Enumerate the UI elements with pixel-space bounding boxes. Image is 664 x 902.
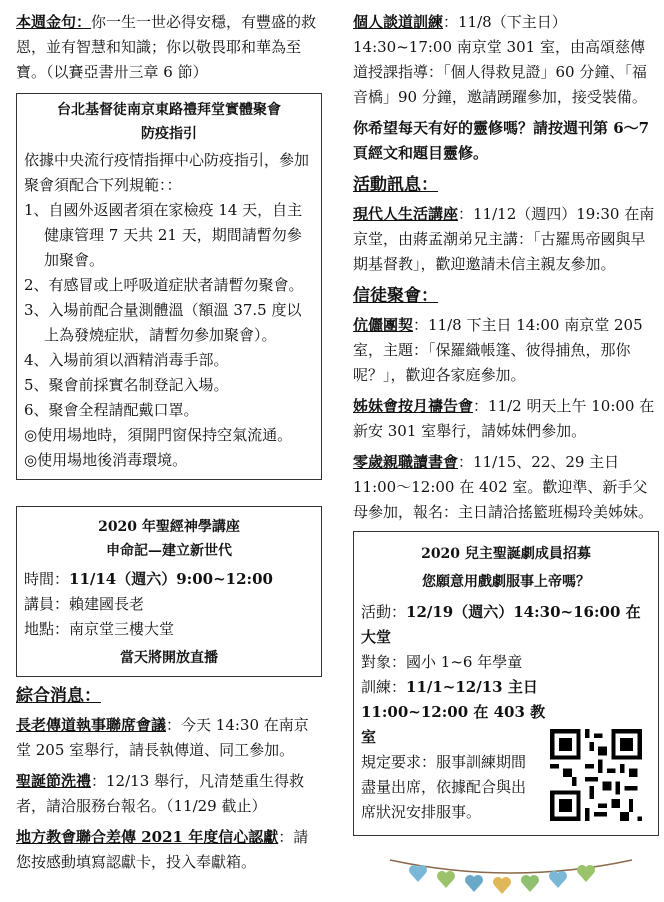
drama-line-label: 活動： [361, 603, 407, 621]
heart-icon [493, 877, 511, 894]
lecture-live-note: 當天將開放直播 [120, 650, 218, 666]
heart-icon [549, 871, 567, 888]
drama-line-text: 11/1~12/13 主日 11:00~12:00 在 403 教室 [361, 678, 546, 746]
place-label: 地點： [24, 620, 70, 638]
lecture-subtitle: 申命記—建立新世代 [106, 543, 232, 559]
prevention-intro: 依據中央流行疫情指揮中心防疫指引，參加聚會須配合下列規範：： [24, 151, 310, 194]
news-item [16, 769, 322, 819]
verse-text: 你一生一世必得安穩，有豐盛的救恩，並有智慧和知識；你以敬畏耶和華為至寶。（以賽亞書卅三章 6 節） [16, 13, 317, 81]
general-news-heading: 綜合消息： [16, 686, 101, 706]
fellowship-text: ：11/2 明天上午 10:00 在新安 301 室舉行，請姊妹們參加。 [353, 397, 655, 440]
drama-line-label: 規定要求： [361, 753, 437, 771]
fellowship-item [353, 313, 659, 388]
drama-line-label: 對象： [361, 653, 407, 671]
news-item [16, 713, 322, 763]
fellowship-title: 零歲親職讀書會 [353, 453, 459, 471]
drama-line [361, 675, 546, 750]
rule-item: 2、有感冒或上呼吸道症狀者請暫勿聚會。 [24, 276, 304, 294]
evangelism-title: 個人談道訓練 [353, 13, 444, 31]
speaker-label: 講員： [24, 595, 70, 613]
heart-icon [437, 871, 455, 888]
rule-item: 4、入場前須以酒精消毒手部。 [24, 351, 229, 369]
qr-code-icon[interactable] [550, 729, 642, 821]
heart-icon [465, 875, 483, 892]
fellowship-item [353, 394, 659, 444]
news-item-text: ：請您按感動填寫認獻卡，投入奉獻箱。 [16, 828, 309, 871]
fellowship-item [353, 450, 659, 525]
drama-subtitle: 您願意用戲劇服事上帝嗎？ [422, 574, 590, 590]
drama-line-label: 訓練： [361, 678, 407, 696]
fellowship-text: ：11/8 下主日 14:00 南京堂 205 室，主題：「保羅織帳篷、彼得捕魚，那你呢？」，歡迎各家庭參加。 [353, 316, 643, 384]
prevention-title-line2: 防疫指引 [141, 126, 197, 142]
fellowship-text: ：11/15、22、29 主日 11:00～12:00 在 402 室。歡迎準、新手父母參加，報名：主日請洽搖籃班楊玲美姊妹。 [353, 453, 654, 521]
rule-item: 3、入場前配合量測體溫（額溫 37.5 度以上為發燒症狀，請暫勿參加聚會）。 [24, 301, 302, 344]
devotion-note: 你希望每天有好的靈修嗎？請按週刊第 6～7 頁經文和題目靈修。 [353, 119, 650, 162]
heart-icon [409, 865, 427, 882]
speaker-value: 賴建國長老 [69, 595, 145, 613]
evangelism-training [353, 10, 659, 110]
rule-item: 5、聚會前採實名制登記入場。 [24, 376, 229, 394]
left-column [16, 10, 322, 881]
news-item [16, 825, 322, 875]
drama-title: 2020 兒主聖誕劇成員招募 [421, 546, 591, 562]
drama-line [361, 750, 531, 825]
news-item-title: 聖誕節洗禮 [16, 772, 92, 790]
prevention-title-line1: 台北基督徒南京東路禮拜堂實體聚會 [57, 102, 281, 118]
evangelism-text: ：11/8（下主日）14:30~17:00 南京堂 301 室，由高頌慈傳道授課指導：「個人得救見證」60 分鐘、「福音橋」90 分鐘，邀請踴躍參加，接受裝備。 [353, 13, 647, 106]
rule-item: ◎使用場地後消毒環境。 [24, 451, 188, 469]
news-item-title: 地方教會聯合差傳 2021 年度信心認獻 [16, 828, 279, 846]
lecture-place [24, 617, 314, 642]
drama-line-text: 服事訓練期間盡量出席，依據配合與出席狀況安排服事。 [361, 753, 527, 821]
heart-icon [577, 865, 595, 882]
news-item-text: ：今天 14:30 在南京堂 205 室舉行，請長執傳道、同工參加。 [16, 716, 309, 759]
rule-item: 6、聚會全程請配戴口罩。 [24, 401, 199, 419]
lecture-box [16, 506, 322, 677]
drama-line [361, 600, 651, 650]
prevention-rules [24, 198, 314, 473]
lecture-title: 2020 年聖經神學講座 [98, 519, 240, 535]
fellowship-title: 伉儷團契 [353, 316, 414, 334]
weekly-verse [16, 10, 322, 85]
modern-life-text: ：11/12（週四）19:30 在南京堂，由蔣孟潮弟兄主講：「古羅馬帝國與早期基督教」，歡迎邀請未信主親友參加。 [353, 205, 655, 273]
lecture-speaker [24, 592, 314, 617]
activities-heading: 活動訊息： [353, 175, 438, 195]
time-label: 時間： [24, 570, 70, 588]
fellowship-title: 姊妹會按月禱告會 [353, 397, 474, 415]
drama-line-text: 國小 1~6 年學童 [406, 653, 523, 671]
drama-recruit-box [353, 531, 659, 836]
heart-garland-decoration [386, 852, 636, 896]
prevention-guideline-box [16, 93, 322, 480]
rule-item: 1、自國外返國者須在家檢疫 14 天，自主健康管理 7 天共 21 天，期間請暫勿參加聚會。 [24, 201, 303, 269]
news-item-text: ：12/13 舉行，凡清楚重生得救者，請洽服務台報名。（11/29 截止） [16, 772, 305, 815]
right-column [353, 10, 659, 836]
time-value: 11/14（週六）9:00~12:00 [69, 570, 273, 588]
heart-icon [521, 875, 539, 892]
modern-life-title: 現代人生活講座 [353, 205, 459, 223]
rule-item: ◎使用場地時，須開門窗保持空氣流通。 [24, 426, 293, 444]
lecture-time [24, 567, 314, 592]
fellowship-heading: 信徒聚會： [353, 286, 438, 306]
modern-life-lecture [353, 202, 659, 277]
place-value: 南京堂三樓大堂 [69, 620, 175, 638]
drama-line-text: 12/19（週六）14:30~16:00 在大堂 [361, 603, 641, 646]
news-item-title: 長老傳道執事聯席會議 [16, 716, 167, 734]
drama-line [361, 650, 651, 675]
verse-label: 本週金句： [16, 13, 92, 31]
